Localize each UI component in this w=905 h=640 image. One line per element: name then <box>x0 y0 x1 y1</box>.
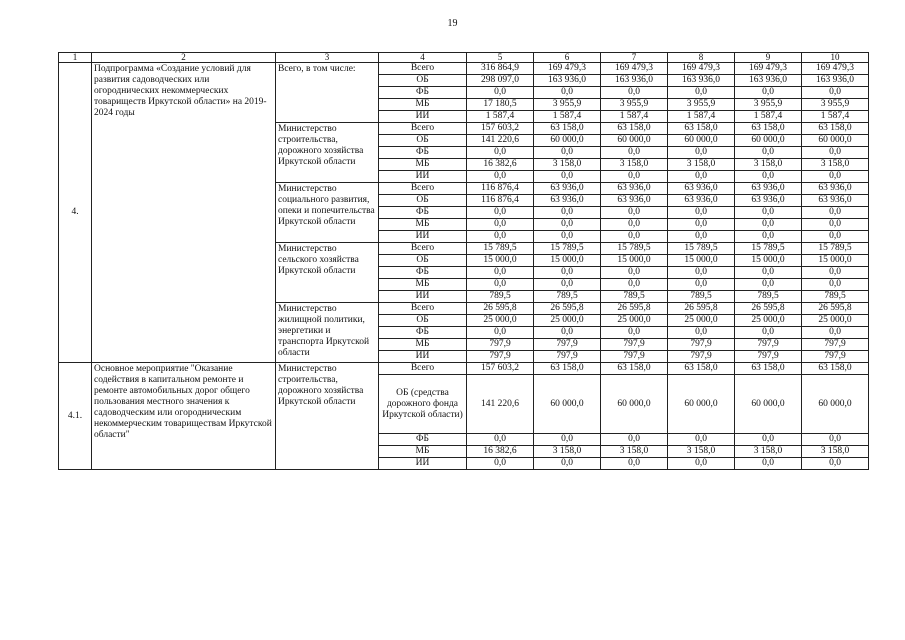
amount-cell: 17 180,5 <box>467 99 534 111</box>
amount-cell: 25 000,0 <box>668 315 735 327</box>
amount-cell: 60 000,0 <box>601 375 668 434</box>
amount-cell: 63 158,0 <box>802 123 869 135</box>
amount-cell: 26 595,8 <box>534 303 601 315</box>
funding-source: ОБ <box>379 195 467 207</box>
amount-cell: 0,0 <box>802 219 869 231</box>
amount-cell: 3 158,0 <box>534 159 601 171</box>
amount-cell: 0,0 <box>534 171 601 183</box>
amount-cell: 15 789,5 <box>735 243 802 255</box>
amount-cell: 0,0 <box>534 87 601 99</box>
amount-cell: 0,0 <box>802 434 869 446</box>
amount-cell: 1 587,4 <box>668 111 735 123</box>
funding-source: ФБ <box>379 327 467 339</box>
amount-cell: 116 876,4 <box>467 183 534 195</box>
amount-cell: 169 479,3 <box>668 63 735 75</box>
funding-source: ОБ (средства дорожного фонда Иркутской области) <box>379 375 467 434</box>
amount-cell: 60 000,0 <box>802 135 869 147</box>
funding-source: МБ <box>379 279 467 291</box>
amount-cell: 169 479,3 <box>735 63 802 75</box>
amount-cell: 63 936,0 <box>802 183 869 195</box>
amount-cell: 0,0 <box>802 279 869 291</box>
amount-cell: 163 936,0 <box>668 75 735 87</box>
amount-cell: 0,0 <box>534 219 601 231</box>
amount-cell: 3 955,9 <box>601 99 668 111</box>
amount-cell: 0,0 <box>534 231 601 243</box>
section-description: Подпрограмма «Создание условий для развития садоводческих или огороднических некоммерческих товариществ Иркутской области» на 2019-2024 годы <box>92 63 276 363</box>
amount-cell: 141 220,6 <box>467 375 534 434</box>
amount-cell: 0,0 <box>467 171 534 183</box>
amount-cell: 0,0 <box>601 434 668 446</box>
amount-cell: 25 000,0 <box>534 315 601 327</box>
executor-name: Министерство строительства, дорожного хозяйства Иркутской области <box>276 123 379 183</box>
amount-cell: 797,9 <box>735 351 802 363</box>
amount-cell: 63 936,0 <box>601 183 668 195</box>
amount-cell: 26 595,8 <box>735 303 802 315</box>
amount-cell: 63 158,0 <box>534 123 601 135</box>
amount-cell: 26 595,8 <box>668 303 735 315</box>
amount-cell: 797,9 <box>668 339 735 351</box>
amount-cell: 0,0 <box>735 87 802 99</box>
amount-cell: 63 158,0 <box>534 363 601 375</box>
amount-cell: 0,0 <box>601 231 668 243</box>
amount-cell: 0,0 <box>802 231 869 243</box>
amount-cell: 15 789,5 <box>802 243 869 255</box>
funding-source: МБ <box>379 99 467 111</box>
amount-cell: 15 000,0 <box>802 255 869 267</box>
amount-cell: 0,0 <box>467 434 534 446</box>
amount-cell: 0,0 <box>668 327 735 339</box>
amount-cell: 0,0 <box>802 327 869 339</box>
amount-cell: 1 587,4 <box>802 111 869 123</box>
amount-cell: 1 587,4 <box>534 111 601 123</box>
amount-cell: 0,0 <box>735 458 802 470</box>
amount-cell: 1 587,4 <box>467 111 534 123</box>
amount-cell: 0,0 <box>668 171 735 183</box>
amount-cell: 3 158,0 <box>802 446 869 458</box>
table-row <box>59 363 869 375</box>
executor-name: Министерство строительства, дорожного хозяйства Иркутской области <box>276 363 379 470</box>
amount-cell: 0,0 <box>601 267 668 279</box>
amount-cell: 63 158,0 <box>601 123 668 135</box>
amount-cell: 16 382,6 <box>467 159 534 171</box>
amount-cell: 60 000,0 <box>601 135 668 147</box>
amount-cell: 63 936,0 <box>735 195 802 207</box>
amount-cell: 15 789,5 <box>534 243 601 255</box>
amount-cell: 169 479,3 <box>534 63 601 75</box>
amount-cell: 63 158,0 <box>601 363 668 375</box>
amount-cell: 15 000,0 <box>467 255 534 267</box>
amount-cell: 797,9 <box>668 351 735 363</box>
amount-cell: 63 936,0 <box>668 183 735 195</box>
amount-cell: 60 000,0 <box>735 135 802 147</box>
amount-cell: 0,0 <box>735 147 802 159</box>
amount-cell: 60 000,0 <box>534 375 601 434</box>
amount-cell: 0,0 <box>668 231 735 243</box>
funding-source: ФБ <box>379 87 467 99</box>
executor-name: Министерство сельского хозяйства Иркутской области <box>276 243 379 303</box>
amount-cell: 63 936,0 <box>668 195 735 207</box>
amount-cell: 3 955,9 <box>735 99 802 111</box>
amount-cell: 0,0 <box>467 207 534 219</box>
amount-cell: 3 158,0 <box>668 446 735 458</box>
column-header: 10 <box>802 53 869 63</box>
amount-cell: 15 789,5 <box>601 243 668 255</box>
amount-cell: 15 789,5 <box>668 243 735 255</box>
funding-source: МБ <box>379 219 467 231</box>
amount-cell: 0,0 <box>601 147 668 159</box>
funding-source: МБ <box>379 159 467 171</box>
amount-cell: 15 000,0 <box>601 255 668 267</box>
amount-cell: 0,0 <box>668 279 735 291</box>
amount-cell: 0,0 <box>668 458 735 470</box>
amount-cell: 298 097,0 <box>467 75 534 87</box>
amount-cell: 25 000,0 <box>802 315 869 327</box>
column-header: 3 <box>276 53 379 63</box>
amount-cell: 0,0 <box>668 434 735 446</box>
amount-cell: 0,0 <box>668 87 735 99</box>
amount-cell: 63 158,0 <box>668 123 735 135</box>
amount-cell: 163 936,0 <box>534 75 601 87</box>
amount-cell: 0,0 <box>668 207 735 219</box>
amount-cell: 3 955,9 <box>668 99 735 111</box>
amount-cell: 25 000,0 <box>601 315 668 327</box>
amount-cell: 15 000,0 <box>534 255 601 267</box>
section-index: 4. <box>59 63 92 363</box>
funding-source: ОБ <box>379 255 467 267</box>
funding-source: Всего <box>379 243 467 255</box>
amount-cell: 0,0 <box>802 171 869 183</box>
amount-cell: 163 936,0 <box>601 75 668 87</box>
funding-source: Всего <box>379 363 467 375</box>
funding-source: ИИ <box>379 458 467 470</box>
budget-table <box>58 52 869 470</box>
funding-source: Всего <box>379 183 467 195</box>
funding-source: МБ <box>379 339 467 351</box>
amount-cell: 60 000,0 <box>668 375 735 434</box>
amount-cell: 0,0 <box>601 219 668 231</box>
amount-cell: 15 000,0 <box>735 255 802 267</box>
amount-cell: 0,0 <box>668 147 735 159</box>
amount-cell: 1 587,4 <box>601 111 668 123</box>
amount-cell: 1 587,4 <box>735 111 802 123</box>
table-row <box>59 63 869 75</box>
amount-cell: 0,0 <box>534 147 601 159</box>
amount-cell: 0,0 <box>735 219 802 231</box>
amount-cell: 0,0 <box>467 267 534 279</box>
amount-cell: 0,0 <box>601 279 668 291</box>
amount-cell: 0,0 <box>534 327 601 339</box>
amount-cell: 163 936,0 <box>802 75 869 87</box>
amount-cell: 3 158,0 <box>802 159 869 171</box>
amount-cell: 789,5 <box>534 291 601 303</box>
funding-source: ФБ <box>379 147 467 159</box>
amount-cell: 797,9 <box>802 351 869 363</box>
amount-cell: 797,9 <box>534 339 601 351</box>
amount-cell: 3 158,0 <box>601 446 668 458</box>
amount-cell: 0,0 <box>467 458 534 470</box>
amount-cell: 789,5 <box>735 291 802 303</box>
column-header: 2 <box>92 53 276 63</box>
amount-cell: 789,5 <box>802 291 869 303</box>
amount-cell: 0,0 <box>735 279 802 291</box>
amount-cell: 3 158,0 <box>735 446 802 458</box>
amount-cell: 63 936,0 <box>534 183 601 195</box>
amount-cell: 15 000,0 <box>668 255 735 267</box>
funding-source: ФБ <box>379 207 467 219</box>
amount-cell: 0,0 <box>467 279 534 291</box>
funding-source: ИИ <box>379 231 467 243</box>
amount-cell: 60 000,0 <box>802 375 869 434</box>
amount-cell: 0,0 <box>735 171 802 183</box>
amount-cell: 26 595,8 <box>802 303 869 315</box>
amount-cell: 3 158,0 <box>735 159 802 171</box>
amount-cell: 141 220,6 <box>467 135 534 147</box>
funding-source: ИИ <box>379 171 467 183</box>
amount-cell: 789,5 <box>601 291 668 303</box>
amount-cell: 157 603,2 <box>467 123 534 135</box>
funding-source: ИИ <box>379 111 467 123</box>
amount-cell: 0,0 <box>802 458 869 470</box>
funding-source: Всего <box>379 63 467 75</box>
amount-cell: 3 955,9 <box>802 99 869 111</box>
amount-cell: 169 479,3 <box>601 63 668 75</box>
amount-cell: 63 158,0 <box>735 123 802 135</box>
amount-cell: 63 936,0 <box>802 195 869 207</box>
amount-cell: 63 158,0 <box>668 363 735 375</box>
funding-source: ФБ <box>379 267 467 279</box>
amount-cell: 797,9 <box>601 351 668 363</box>
amount-cell: 63 936,0 <box>534 195 601 207</box>
column-header: 4 <box>379 53 467 63</box>
amount-cell: 26 595,8 <box>601 303 668 315</box>
amount-cell: 789,5 <box>467 291 534 303</box>
amount-cell: 0,0 <box>802 87 869 99</box>
amount-cell: 0,0 <box>735 231 802 243</box>
amount-cell: 16 382,6 <box>467 446 534 458</box>
amount-cell: 0,0 <box>467 147 534 159</box>
column-header: 1 <box>59 53 92 63</box>
amount-cell: 3 158,0 <box>601 159 668 171</box>
amount-cell: 60 000,0 <box>668 135 735 147</box>
funding-source: МБ <box>379 446 467 458</box>
amount-cell: 789,5 <box>668 291 735 303</box>
amount-cell: 15 789,5 <box>467 243 534 255</box>
amount-cell: 0,0 <box>601 87 668 99</box>
funding-source: ФБ <box>379 434 467 446</box>
amount-cell: 0,0 <box>802 147 869 159</box>
amount-cell: 797,9 <box>735 339 802 351</box>
amount-cell: 63 158,0 <box>735 363 802 375</box>
funding-source: ОБ <box>379 75 467 87</box>
amount-cell: 316 864,9 <box>467 63 534 75</box>
amount-cell: 3 158,0 <box>534 446 601 458</box>
amount-cell: 163 936,0 <box>735 75 802 87</box>
header-row <box>59 53 869 63</box>
amount-cell: 116 876,4 <box>467 195 534 207</box>
amount-cell: 26 595,8 <box>467 303 534 315</box>
amount-cell: 60 000,0 <box>735 375 802 434</box>
amount-cell: 25 000,0 <box>467 315 534 327</box>
amount-cell: 797,9 <box>467 351 534 363</box>
amount-cell: 797,9 <box>467 339 534 351</box>
column-header: 5 <box>467 53 534 63</box>
amount-cell: 0,0 <box>802 267 869 279</box>
amount-cell: 0,0 <box>601 171 668 183</box>
amount-cell: 0,0 <box>735 434 802 446</box>
funding-source: ИИ <box>379 351 467 363</box>
column-header: 9 <box>735 53 802 63</box>
amount-cell: 797,9 <box>534 351 601 363</box>
page-number: 19 <box>447 18 458 29</box>
amount-cell: 0,0 <box>802 207 869 219</box>
amount-cell: 63 936,0 <box>735 183 802 195</box>
funding-source: ОБ <box>379 135 467 147</box>
column-header: 6 <box>534 53 601 63</box>
amount-cell: 3 955,9 <box>534 99 601 111</box>
amount-cell: 63 158,0 <box>802 363 869 375</box>
section-index: 4.1. <box>59 363 92 470</box>
amount-cell: 0,0 <box>534 434 601 446</box>
amount-cell: 0,0 <box>467 219 534 231</box>
amount-cell: 0,0 <box>467 87 534 99</box>
funding-source: Всего <box>379 123 467 135</box>
funding-source: ИИ <box>379 291 467 303</box>
amount-cell: 0,0 <box>534 207 601 219</box>
amount-cell: 3 158,0 <box>668 159 735 171</box>
column-header: 8 <box>668 53 735 63</box>
funding-source: Всего <box>379 303 467 315</box>
amount-cell: 0,0 <box>534 458 601 470</box>
amount-cell: 0,0 <box>735 207 802 219</box>
amount-cell: 169 479,3 <box>802 63 869 75</box>
amount-cell: 0,0 <box>601 327 668 339</box>
funding-source: ОБ <box>379 315 467 327</box>
amount-cell: 797,9 <box>601 339 668 351</box>
amount-cell: 0,0 <box>601 458 668 470</box>
amount-cell: 0,0 <box>534 279 601 291</box>
amount-cell: 0,0 <box>601 207 668 219</box>
amount-cell: 0,0 <box>668 219 735 231</box>
executor-name: Всего, в том числе: <box>276 63 379 123</box>
amount-cell: 0,0 <box>668 267 735 279</box>
amount-cell: 797,9 <box>802 339 869 351</box>
executor-name: Министерство жилищной политики, энергетики и транспорта Иркутской области <box>276 303 379 363</box>
amount-cell: 63 936,0 <box>601 195 668 207</box>
amount-cell: 60 000,0 <box>534 135 601 147</box>
section-description: Основное мероприятие "Оказание содействия в капитальном ремонте и ремонте автомобильных дорог общего пользования местного значения к садоводческим или огородническим некоммерческим товариществам Иркутской области" <box>92 363 276 470</box>
amount-cell: 157 603,2 <box>467 363 534 375</box>
amount-cell: 0,0 <box>534 267 601 279</box>
executor-name: Министерство социального развития, опеки и попечительства Иркутской области <box>276 183 379 243</box>
amount-cell: 0,0 <box>735 267 802 279</box>
column-header: 7 <box>601 53 668 63</box>
amount-cell: 0,0 <box>467 327 534 339</box>
amount-cell: 0,0 <box>467 231 534 243</box>
amount-cell: 25 000,0 <box>735 315 802 327</box>
amount-cell: 0,0 <box>735 327 802 339</box>
